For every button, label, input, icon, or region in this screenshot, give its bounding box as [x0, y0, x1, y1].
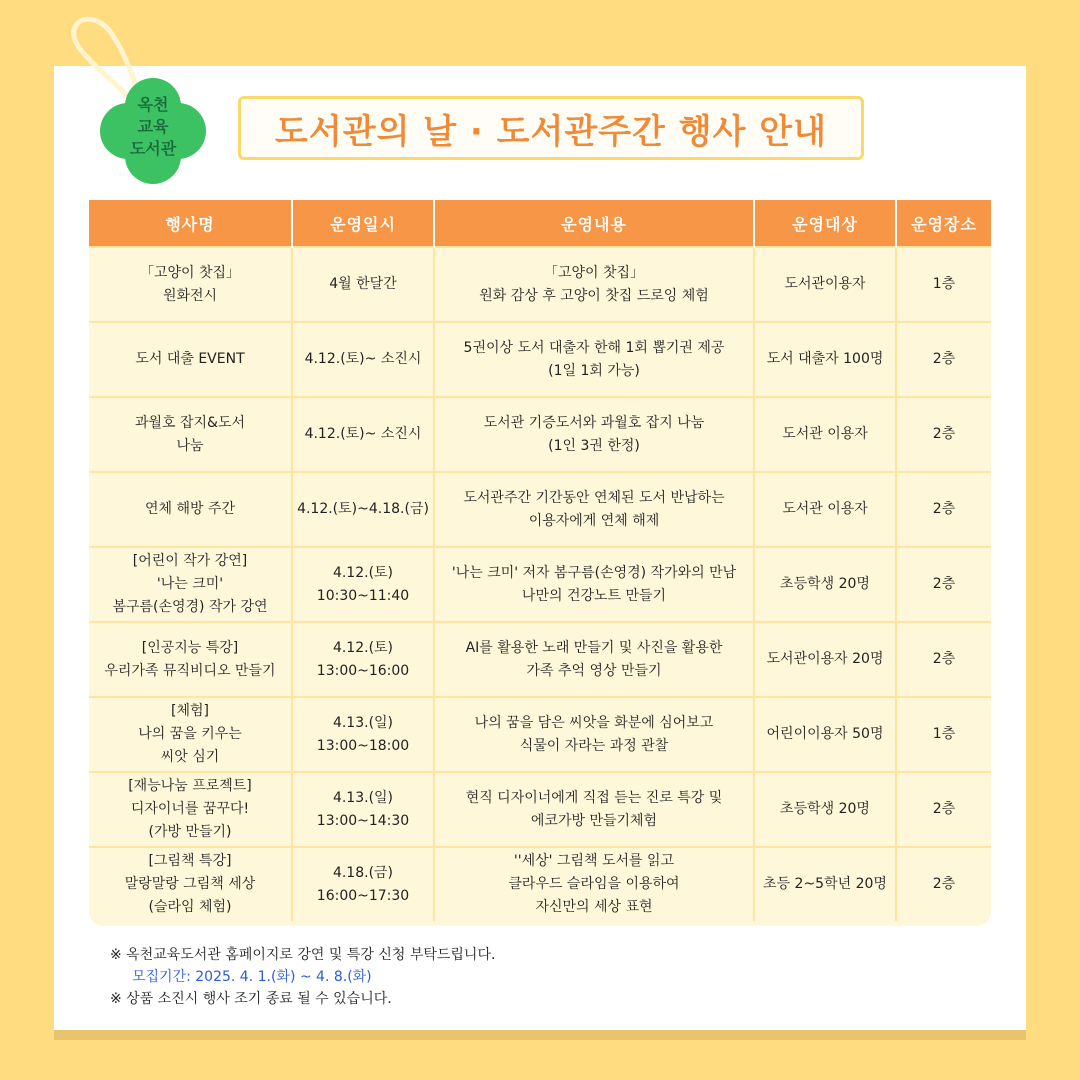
table-row [89, 247, 991, 322]
footnotes [110, 944, 990, 1010]
header-event-name: 행사명 [89, 200, 292, 247]
note-early-end: ※ 상품 소진시 행사 조기 종료 될 수 있습니다. [110, 991, 392, 1007]
note-recruit-period: 모집기간: 2025. 4. 1.(화) ~ 4. 8.(화) [132, 969, 372, 985]
cell-content: ''세상' 그림책 도서를 읽고 클라우드 슬라임을 이용하여 자신만의 세상 표현 [434, 847, 754, 921]
cell-event-name: 연체 해방 주간 [89, 472, 292, 547]
cell-target: 초등학생 20명 [754, 547, 896, 622]
cell-schedule: 4.12.(토)~ 소진시 [292, 397, 434, 472]
table-row [89, 622, 991, 697]
cell-event-name: 「고양이 찻집」 원화전시 [89, 247, 292, 322]
cell-content: '나는 크미' 저자 봄구름(손영경) 작가와의 만남 나만의 건강노트 만들기 [434, 547, 754, 622]
card-shadow [54, 1030, 1026, 1040]
cell-location: 2층 [896, 397, 991, 472]
header-schedule: 운영일시 [292, 200, 434, 247]
cell-schedule: 4.12.(토) 13:00~16:00 [292, 622, 434, 697]
cell-target: 도서관 이용자 [754, 472, 896, 547]
cell-target: 초등학생 20명 [754, 772, 896, 847]
cell-location: 2층 [896, 547, 991, 622]
cell-location: 2층 [896, 622, 991, 697]
cell-schedule: 4.12.(토)~4.18.(금) [292, 472, 434, 547]
cell-target: 도서관이용자 20명 [754, 622, 896, 697]
note-application: ※ 옥천교육도서관 홈페이지로 강연 및 특강 신청 부탁드립니다. [110, 947, 496, 963]
cell-schedule: 4.18.(금) 16:00~17:30 [292, 847, 434, 921]
cell-content: 현직 디자이너에게 직접 듣는 진로 특강 및 에코가방 만들기체험 [434, 772, 754, 847]
header-target: 운영대상 [754, 200, 896, 247]
cell-location: 1층 [896, 697, 991, 772]
cell-content: 「고양이 찻집」 원화 감상 후 고양이 찻집 드로잉 체험 [434, 247, 754, 322]
table-row [89, 472, 991, 547]
table-row [89, 397, 991, 472]
cell-location: 2층 [896, 322, 991, 397]
logo-text [100, 94, 206, 160]
table-row [89, 547, 991, 622]
table-row [89, 322, 991, 397]
cell-target: 어린이이용자 50명 [754, 697, 896, 772]
cell-event-name: 과월호 잡지&도서 나눔 [89, 397, 292, 472]
cell-event-name: [재능나눔 프로젝트] 디자이너를 꿈꾸다! (가방 만들기) [89, 772, 292, 847]
cell-schedule: 4월 한달간 [292, 247, 434, 322]
cell-event-name: [인공지능 특강] 우리가족 뮤직비디오 만들기 [89, 622, 292, 697]
table-row [89, 847, 991, 921]
table-row [89, 697, 991, 772]
cell-target: 도서 대출자 100명 [754, 322, 896, 397]
cell-target: 도서관이용자 [754, 247, 896, 322]
cell-content: AI를 활용한 노래 만들기 및 사진을 활용한 가족 추억 영상 만들기 [434, 622, 754, 697]
cell-target: 도서관 이용자 [754, 397, 896, 472]
header-location: 운영장소 [896, 200, 991, 247]
logo-line: 교육 [137, 117, 169, 136]
header-content: 운영내용 [434, 200, 754, 247]
cell-content: 도서관주간 기간동안 연체된 도서 반납하는 이용자에게 연체 해제 [434, 472, 754, 547]
cell-location: 2층 [896, 772, 991, 847]
cell-event-name: [어린이 작가 강연] '나는 크미' 봄구름(손영경) 작가 강연 [89, 547, 292, 622]
cell-content: 나의 꿈을 담은 씨앗을 화분에 심어보고 식물이 자라는 과정 관찰 [434, 697, 754, 772]
cell-schedule: 4.13.(일) 13:00~18:00 [292, 697, 434, 772]
logo-line: 도서관 [129, 139, 177, 158]
event-table-container [89, 200, 991, 926]
table-row [89, 772, 991, 847]
title-box [238, 96, 864, 160]
cell-event-name: 도서 대출 EVENT [89, 322, 292, 397]
page-title: 도서관의 날 · 도서관주간 행사 안내 [275, 111, 827, 152]
cell-event-name: [그림책 특강] 말랑말랑 그림책 세상 (슬라임 체험) [89, 847, 292, 921]
cell-location: 2층 [896, 847, 991, 921]
logo-line: 옥천 [137, 95, 169, 114]
cell-content: 5권이상 도서 대출자 한해 1회 뽑기권 제공 (1일 1회 가능) [434, 322, 754, 397]
cell-event-name: [체험] 나의 꿈을 키우는 씨앗 심기 [89, 697, 292, 772]
cell-content: 도서관 기증도서와 과월호 잡지 나눔 (1인 3권 한정) [434, 397, 754, 472]
cell-location: 2층 [896, 472, 991, 547]
cell-schedule: 4.13.(일) 13:00~14:30 [292, 772, 434, 847]
event-table [89, 200, 991, 921]
cell-schedule: 4.12.(토) 10:30~11:40 [292, 547, 434, 622]
cell-target: 초등 2~5학년 20명 [754, 847, 896, 921]
cell-location: 1층 [896, 247, 991, 322]
table-header-row [89, 200, 991, 247]
cell-schedule: 4.12.(토)~ 소진시 [292, 322, 434, 397]
